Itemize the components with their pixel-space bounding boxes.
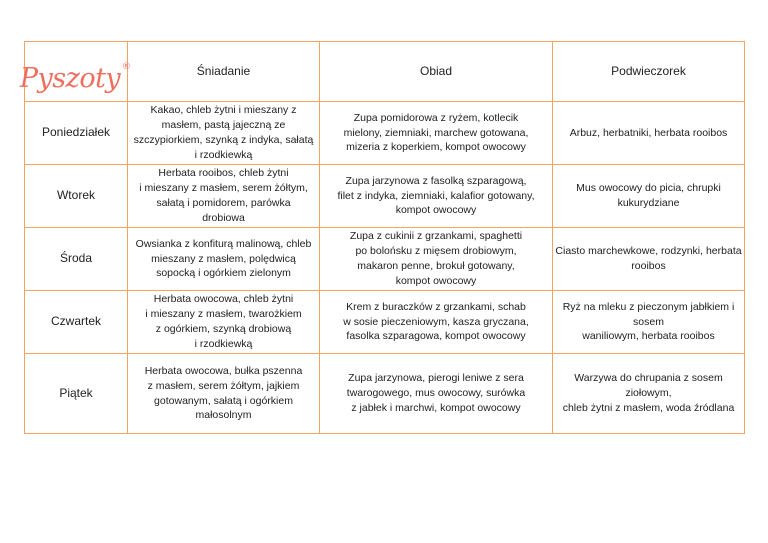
column-header-breakfast: Śniadanie bbox=[128, 42, 320, 102]
breakfast-cell: Herbata owocowa, chleb żytni i mieszany z masłem, twarożkiem z ogórkiem, szynką drobiową i rzodkiewką bbox=[128, 291, 320, 354]
weekly-menu-table bbox=[19, 41, 745, 434]
table-row bbox=[25, 102, 745, 165]
logo-cell bbox=[19, 42, 131, 102]
day-label: Wtorek bbox=[25, 165, 128, 228]
lunch-cell: Krem z buraczków z grzankami, schab w sosie pieczeniowym, kasza gryczana, fasolka szparagowa, kompot owocowy bbox=[320, 291, 553, 354]
breakfast-cell: Herbata owocowa, bułka pszenna z masłem, serem żółtym, jajkiem gotowanym, sałatą i ogórkiem małosolnym bbox=[128, 354, 320, 434]
snack-cell: Ryż na mleku z pieczonym jabłkiem i sosem waniliowym, herbata rooibos bbox=[553, 291, 745, 354]
breakfast-cell: Owsianka z konfiturą malinową, chleb mieszany z masłem, polędwicą sopocką i ogórkiem zielonym bbox=[128, 228, 320, 291]
snack-cell: Arbuz, herbatniki, herbata rooibos bbox=[553, 102, 745, 165]
breakfast-cell: Herbata rooibos, chleb żytni i mieszany z masłem, serem żółtym, sałatą i pomidorem, parówka drobiowa bbox=[128, 165, 320, 228]
header-row bbox=[25, 42, 745, 102]
day-label: Czwartek bbox=[25, 291, 128, 354]
column-header-snack: Podwieczorek bbox=[553, 42, 745, 102]
snack-cell: Ciasto marchewkowe, rodzynki, herbata rooibos bbox=[553, 228, 745, 291]
table-row bbox=[25, 291, 745, 354]
breakfast-cell: Kakao, chleb żytni i mieszany z masłem, pastą jajeczną ze szczypiorkiem, szynką z indyka, sałatą i rzodkiewką bbox=[128, 102, 320, 165]
table-row bbox=[25, 228, 745, 291]
lunch-cell: Zupa z cukinii z grzankami, spaghetti po bolońsku z mięsem drobiowym, makaron penne, brokuł gotowany, kompot owocowy bbox=[320, 228, 553, 291]
snack-cell: Mus owocowy do picia, chrupki kukurydziane bbox=[553, 165, 745, 228]
snack-cell: Warzywa do chrupania z sosem ziołowym, chleb żytni z masłem, woda źródlana bbox=[553, 354, 745, 434]
table-row bbox=[25, 354, 745, 434]
day-label: Środa bbox=[25, 228, 128, 291]
lunch-cell: Zupa jarzynowa z fasolką szparagową, filet z indyka, ziemniaki, kalafior gotowany, kompot owocowy bbox=[320, 165, 553, 228]
brand-logo: Pyszoty ® bbox=[19, 62, 131, 95]
lunch-cell: Zupa pomidorowa z ryżem, kotlecik mielony, ziemniaki, marchew gotowana, mizeria z koperkiem, kompot owocowy bbox=[320, 102, 553, 165]
column-header-lunch: Obiad bbox=[320, 42, 553, 102]
day-label: Poniedziałek bbox=[25, 102, 128, 165]
day-label: Piątek bbox=[25, 354, 128, 434]
lunch-cell: Zupa jarzynowa, pierogi leniwe z sera twarogowego, mus owocowy, surówka z jabłek i marchwi, kompot owocowy bbox=[320, 354, 553, 434]
table-row bbox=[25, 165, 745, 228]
